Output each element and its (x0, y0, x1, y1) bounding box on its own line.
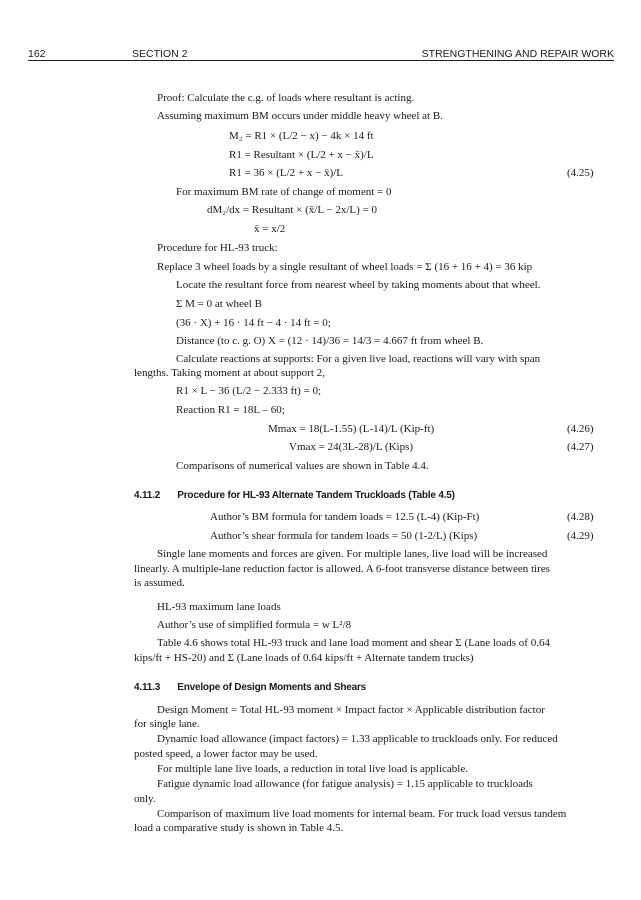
equation-number: (4.29) (567, 530, 594, 542)
section-number: 4.11.3 (134, 682, 161, 693)
equation-number: (4.25) (567, 167, 594, 179)
text-line: Fatigue dynamic load allowance (for fatigue analysis) = 1.15 applicable to truckloads (157, 778, 533, 790)
text-line: linearly. A multiple-lane reduction factor is allowed. A 6-foot transverse distance between tires (134, 563, 550, 575)
text-line: For maximum BM rate of change of moment = 0 (176, 186, 392, 198)
text-line: (36 · X) + 16 · 14 ft − 4 · 14 ft = 0; (176, 317, 331, 329)
section-number: 4.11.2 (134, 490, 161, 501)
header-rule (28, 60, 614, 61)
text-line: Locate the resultant force from nearest wheel by taking moments about that wheel. (176, 279, 541, 291)
section-label: SECTION 2 (132, 48, 188, 60)
text-line: Table 4.6 shows total HL-93 truck and lane load moment and shear Σ (Lane loads of 0.64 (157, 637, 550, 649)
equation-number: (4.27) (567, 441, 594, 453)
equation-line: R1 = Resultant × (L/2 + x − x̄)/L (229, 149, 374, 161)
equation-number: (4.26) (567, 423, 594, 435)
equation-line: Vmax = 24(3L-28)/L (Kips) (289, 441, 414, 453)
text-line: Assuming maximum BM occurs under middle heavy wheel at B. (157, 110, 443, 122)
equation-line: dM₂/dx = Resultant × (x̄/L − 2x/L) = 0 (207, 204, 378, 216)
text-line: Replace 3 wheel loads by a single resultant of wheel loads = Σ (16 + 16 + 4) = 36 kip (157, 261, 533, 273)
equation-number: (4.28) (567, 511, 594, 523)
equation-line: x̄ = x/2 (254, 223, 286, 235)
text-line: Σ M = 0 at wheel B (176, 298, 262, 310)
text-line: HL-93 maximum lane loads (157, 601, 281, 613)
text-line: For multiple lane live loads, a reduction in total live load is applicable. (157, 763, 468, 775)
text-line: Author’s use of simplified formula = w L²/8 (157, 619, 352, 631)
text-line: Distance (to c. g. O) X = (12 · 14)/36 = 14/3 = 4.667 ft from wheel B. (176, 335, 484, 347)
text-line: Comparisons of numerical values are shown in Table 4.4. (176, 460, 429, 472)
text-line: Design Moment = Total HL-93 moment × Impact factor × Applicable distribution factor (157, 704, 545, 716)
equation-line: M₂ = R1 × (L/2 − x) − 4k × 14 ft (229, 130, 374, 142)
section-heading (134, 682, 366, 693)
text-line: is assumed. (134, 577, 185, 589)
text-line: Author’s BM formula for tandem loads = 12.5 (L-4) (Kip-Ft) (210, 511, 480, 523)
section-title: Procedure for HL-93 Alternate Tandem Truckloads (Table 4.5) (177, 490, 455, 501)
text-line: Single lane moments and forces are given. For multiple lanes, live load will be increased (157, 548, 548, 560)
equation-line: R1 = 36 × (L/2 + x − x̄)/L (229, 167, 344, 179)
section-title: Envelope of Design Moments and Shears (177, 682, 367, 693)
section-heading (134, 490, 455, 501)
text-line: kips/ft + HS-20) and Σ (Lane loads of 0.64 kips/ft + Alternate tandem trucks) (134, 652, 474, 664)
text-line: Calculate reactions at supports: For a given live load, reactions will vary with span (176, 353, 541, 365)
equation-line: Mmax = 18(L-1.55) (L-14)/L (Kip-ft) (268, 423, 435, 435)
text-line: for single lane. (134, 718, 200, 730)
text-line: Comparison of maximum live load moments for internal beam. For truck load versus tandem (157, 808, 567, 820)
text-line: Proof: Calculate the c.g. of loads where resultant is acting. (157, 92, 415, 104)
page-number: 162 (28, 48, 46, 60)
text-line: lengths. Taking moment at about support 2, (134, 367, 325, 379)
chapter-title: STRENGTHENING AND REPAIR WORK (421, 48, 614, 60)
text-line: R1 × L − 36 (L/2 − 2.333 ft) = 0; (176, 385, 322, 397)
text-line: Author’s shear formula for tandem loads = 50 (1-2/L) (Kips) (210, 530, 478, 542)
text-line: posted speed, a lower factor may be used. (134, 748, 318, 760)
text-line: load a comparative study is shown in Table 4.5. (134, 822, 344, 834)
text-line: Reaction R1 = 18L – 60; (176, 404, 285, 416)
text-line: Dynamic load allowance (impact factors) = 1.33 applicable to truckloads only. For reduced (157, 733, 558, 745)
text-line: only. (134, 793, 156, 805)
text-line: Procedure for HL-93 truck: (157, 242, 278, 254)
